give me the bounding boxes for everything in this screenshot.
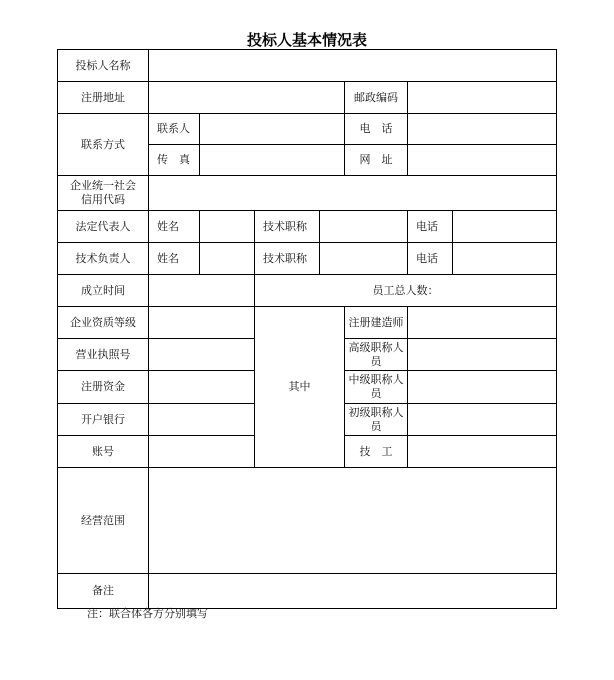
label-technician: 技 工 bbox=[345, 436, 408, 468]
label-mid-title: 中级职称人员 bbox=[345, 371, 408, 404]
label-remarks: 备注 bbox=[58, 574, 149, 609]
tech-head-name-field[interactable] bbox=[200, 243, 255, 275]
label-junior-title: 初级职称人员 bbox=[345, 404, 408, 436]
label-phone: 电 话 bbox=[345, 114, 408, 145]
tech-head-tel-field[interactable] bbox=[453, 243, 557, 275]
business-scope-field[interactable] bbox=[149, 468, 557, 574]
legal-rep-title-field[interactable] bbox=[320, 211, 408, 243]
bidder-name-field[interactable] bbox=[149, 50, 557, 82]
label-legal-rep: 法定代表人 bbox=[58, 211, 149, 243]
label-postcode: 邮政编码 bbox=[345, 82, 408, 114]
junior-title-field[interactable] bbox=[408, 404, 557, 436]
legal-rep-name-field[interactable] bbox=[200, 211, 255, 243]
contact-person-field[interactable] bbox=[200, 114, 345, 145]
label-credit-code-line2: 信用代码 bbox=[81, 193, 125, 206]
label-senior-title: 高级职称人员 bbox=[345, 339, 408, 371]
label-reg-constructor: 注册建造师 bbox=[345, 307, 408, 339]
label-credit-code bbox=[58, 176, 149, 211]
label-contact-method: 联系方式 bbox=[58, 114, 149, 176]
mid-title-field[interactable] bbox=[408, 371, 557, 404]
legal-rep-tel-field[interactable] bbox=[453, 211, 557, 243]
form-title: 投标人基本情况表 bbox=[246, 31, 367, 49]
reg-capital-field[interactable] bbox=[149, 371, 255, 404]
website-field[interactable] bbox=[408, 145, 557, 176]
reg-address-field[interactable] bbox=[149, 82, 345, 114]
label-reg-capital: 注册资金 bbox=[58, 371, 149, 404]
label-tech-head-title: 技术职称 bbox=[255, 243, 320, 275]
bank-field[interactable] bbox=[149, 404, 255, 436]
tech-head-title-field[interactable] bbox=[320, 243, 408, 275]
reg-constructor-field[interactable] bbox=[408, 307, 557, 339]
label-bank: 开户银行 bbox=[58, 404, 149, 436]
senior-title-field[interactable] bbox=[408, 339, 557, 371]
technician-field[interactable] bbox=[408, 436, 557, 468]
label-legal-rep-tel: 电话 bbox=[408, 211, 453, 243]
label-among: 其中 bbox=[255, 307, 345, 468]
label-legal-rep-name: 姓名 bbox=[149, 211, 200, 243]
fax-field[interactable] bbox=[200, 145, 345, 176]
postcode-field[interactable] bbox=[408, 82, 557, 114]
qualification-level-field[interactable] bbox=[149, 307, 255, 339]
label-credit-code-line1: 企业统一社会 bbox=[70, 179, 136, 192]
founded-field[interactable] bbox=[149, 275, 255, 307]
label-reg-address: 注册地址 bbox=[58, 82, 149, 114]
phone-field[interactable] bbox=[408, 114, 557, 145]
account-field[interactable] bbox=[149, 436, 255, 468]
label-license-no: 营业执照号 bbox=[58, 339, 149, 371]
label-founded: 成立时间 bbox=[58, 275, 149, 307]
label-tech-head: 技术负责人 bbox=[58, 243, 149, 275]
label-contact-person: 联系人 bbox=[149, 114, 200, 145]
label-fax: 传 真 bbox=[149, 145, 200, 176]
label-total-staff: 员工总人数： bbox=[255, 275, 557, 307]
license-no-field[interactable] bbox=[149, 339, 255, 371]
remarks-field[interactable] bbox=[149, 574, 557, 609]
footnote: 注：联合体各方分别填写 bbox=[87, 607, 208, 620]
label-business-scope: 经营范围 bbox=[58, 468, 149, 574]
credit-code-field[interactable] bbox=[149, 176, 557, 211]
bidder-info-table bbox=[57, 49, 557, 609]
label-tech-head-name: 姓名 bbox=[149, 243, 200, 275]
label-account: 账号 bbox=[58, 436, 149, 468]
label-legal-rep-title: 技术职称 bbox=[255, 211, 320, 243]
label-tech-head-tel: 电话 bbox=[408, 243, 453, 275]
label-website: 网 址 bbox=[345, 145, 408, 176]
label-qualification-level: 企业资质等级 bbox=[58, 307, 149, 339]
label-bidder-name: 投标人名称 bbox=[58, 50, 149, 82]
